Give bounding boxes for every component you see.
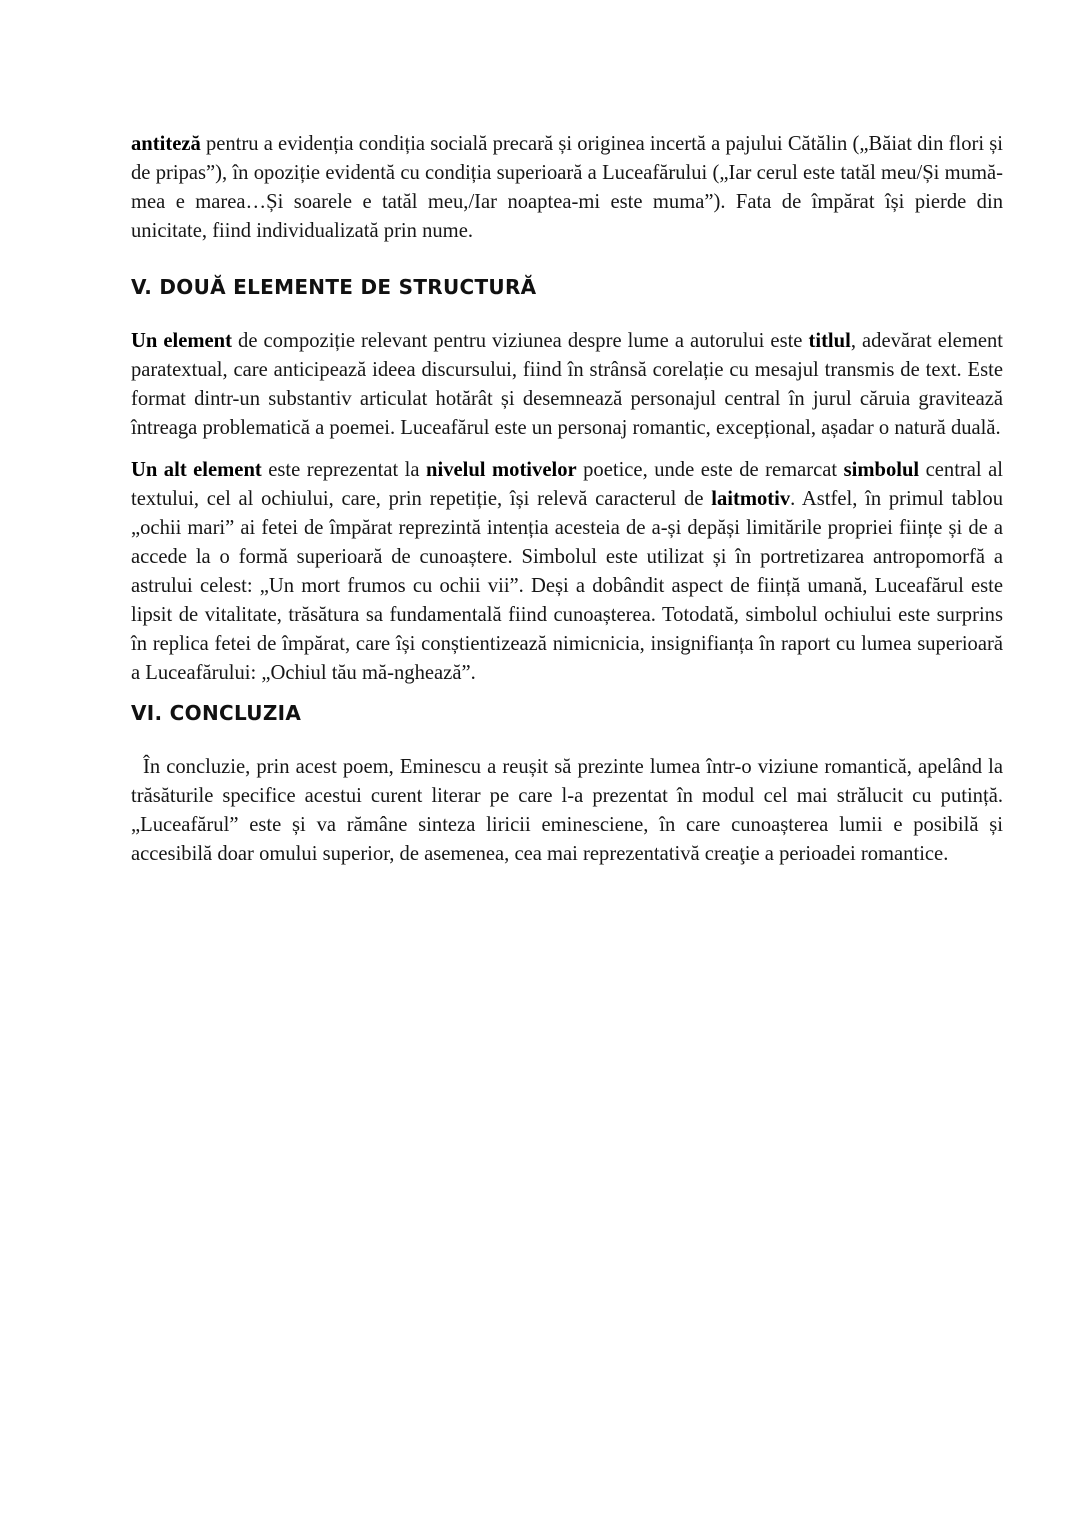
bold-term: titlul (808, 330, 851, 352)
text-run: este reprezentat la (261, 459, 427, 481)
bold-term: simbolul (843, 459, 920, 481)
text-run: . Astfel, în primul tablou „ochii mari” ai fetei de împărat reprezintă intenția acesteia de a-și depăși limitările propriei ființe și de a accede la o formă superioară de cunoaștere. Simbolul este utilizat și în portretizarea antropomorfă a astrului celest: „Un mort frumos cu ochii vii”. Deși a dobândit aspect de ființă umană, Luceafărul este lipsit de vitalitate, trăsătura sa fundamentală fiind cunoașterea. Totodată, simbolul ochiului este surprins în replica fetei de împărat, care își conștientizează nimicnicia, insignifianța în raport cu lumea superioară a Luceafărului: „Ochiul tău mă-nghează”. (131, 488, 1003, 684)
bold-term: antiteză (131, 133, 201, 155)
paragraph-motif-element (131, 456, 1003, 688)
section-heading-structure: V. DOUĂ ELEMENTE DE STRUCTURĂ (131, 275, 537, 299)
paragraph-conclusion (131, 753, 1003, 869)
text-run: central al textului, cel al ochiului, care, prin repetiție, își relevă caracterul de (131, 459, 1003, 510)
text-run: poetice, unde este de remarcat (576, 459, 844, 481)
bold-term: Un alt element (131, 459, 262, 481)
bold-term: laitmotiv (711, 488, 791, 510)
paragraph-title-element (131, 327, 1003, 443)
document-page (131, 130, 1003, 869)
text-run: , adevărat element paratextual, care anticipează ideea discursului, fiind în strânsă corelație cu mesajul transmis de text. Este format dintr-un substantiv articulat hotărât și desemnează personajul central în jurul căruia gravitează întreaga problematică a poemei. Luceafărul este un personaj romantic, excepțional, așadar o natură duală. (131, 330, 1003, 439)
paragraph-intro (131, 130, 1003, 246)
text-run: În concluzie, prin acest poem, Eminescu a reușit să prezinte lumea într-o viziune romantică, apelând la trăsăturile specifice acestui curent literar pe care l-a prezentat în modul cel mai strălucit cu putință. „Luceafărul” este și va rămâne sinteza liricii eminesciene, în care cunoașterea lumii e posibilă și accesibilă doar omului superior, de asemenea, cea mai reprezentativă creaţie a perioadei romantice. (131, 756, 1003, 865)
text-run: de compoziție relevant pentru viziunea despre lume a autorului este (231, 330, 809, 352)
section-heading-conclusion: VI. CONCLUZIA (131, 701, 302, 725)
bold-term: Un element (131, 330, 232, 352)
text-run: pentru a evidenția condiția socială precară și originea incertă a pajului Cătălin („Băiat din flori și de pripas”), în opoziție evidentă cu condiția superioară a Luceafărului („Iar cerul este tatăl meu/Și mumă-mea e marea…Și soarele e tatăl meu,/Iar noaptea-mi este muma”). Fata de împărat își pierde din unicitate, fiind individualizată prin nume. (131, 133, 1003, 242)
bold-term: nivelul motivelor (426, 459, 577, 481)
